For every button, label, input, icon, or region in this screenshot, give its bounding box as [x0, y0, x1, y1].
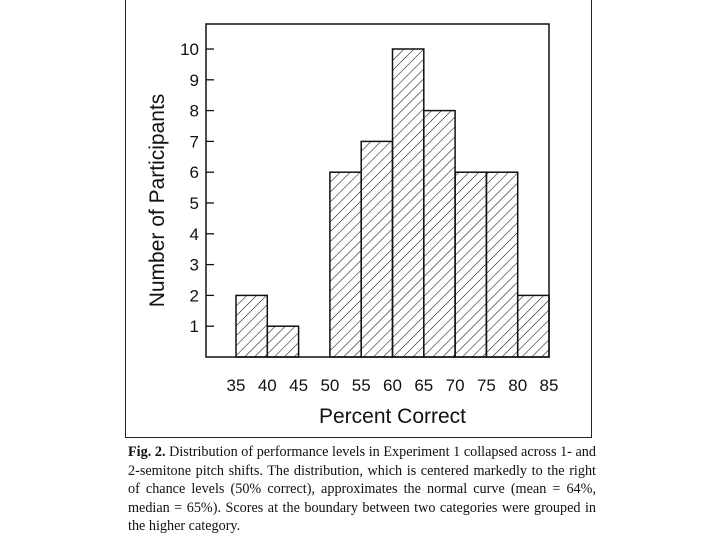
- histogram-chart: [126, 0, 591, 436]
- y-tick-label-1: 1: [189, 317, 199, 337]
- x-tick-label-35: 35: [226, 376, 246, 395]
- y-tick-label-6: 6: [189, 163, 199, 183]
- y-axis-title: Number of Participants: [146, 93, 169, 308]
- bar-55-60: [361, 141, 392, 357]
- bars-group: [236, 49, 549, 357]
- x-tick-label-60: 60: [383, 376, 402, 395]
- bar-60-65: [393, 49, 424, 357]
- x-axis-title: Percent Correct: [318, 405, 467, 428]
- y-axis-ticks: [180, 40, 214, 336]
- x-tick-label-55: 55: [351, 376, 371, 395]
- caption-text: Distribution of performance levels in Experiment 1 collapsed across 1- and 2-semitone pitch shifts. The distribution, which is centered markedly to the right of chance levels (50% correct), approximates the normal curve (mean = 64%, median = 65%). Scores at the boundary between two categories were grouped in the higher category.: [128, 444, 596, 535]
- y-tick-label-7: 7: [189, 132, 199, 152]
- bar-35-40: [236, 295, 267, 357]
- y-tick-label-4: 4: [189, 224, 199, 244]
- y-tick-label-8: 8: [189, 101, 199, 121]
- x-tick-label-45: 45: [289, 376, 309, 395]
- caption-label: Fig. 2.: [128, 444, 166, 460]
- bar-65-70: [424, 111, 455, 357]
- x-tick-label-85: 85: [539, 376, 559, 395]
- x-tick-label-40: 40: [257, 376, 277, 395]
- bar-80-85: [518, 295, 549, 357]
- x-tick-label-80: 80: [508, 376, 528, 395]
- y-tick-label-9: 9: [189, 70, 199, 90]
- bar-70-75: [455, 172, 486, 357]
- y-tick-label-2: 2: [189, 286, 199, 306]
- x-tick-label-65: 65: [414, 376, 434, 395]
- y-tick-label-5: 5: [189, 194, 199, 213]
- y-tick-label-3: 3: [189, 255, 199, 275]
- bar-50-55: [330, 172, 361, 357]
- figure-frame: [125, 0, 592, 438]
- bar-40-45: [267, 326, 298, 357]
- x-tick-label-50: 50: [320, 376, 340, 395]
- x-tick-label-75: 75: [476, 376, 496, 395]
- x-axis-ticks: [227, 376, 559, 395]
- figure-caption: [128, 443, 596, 536]
- x-tick-label-70: 70: [445, 376, 465, 395]
- bar-75-80: [486, 172, 517, 357]
- y-tick-label-10: 10: [180, 40, 199, 59]
